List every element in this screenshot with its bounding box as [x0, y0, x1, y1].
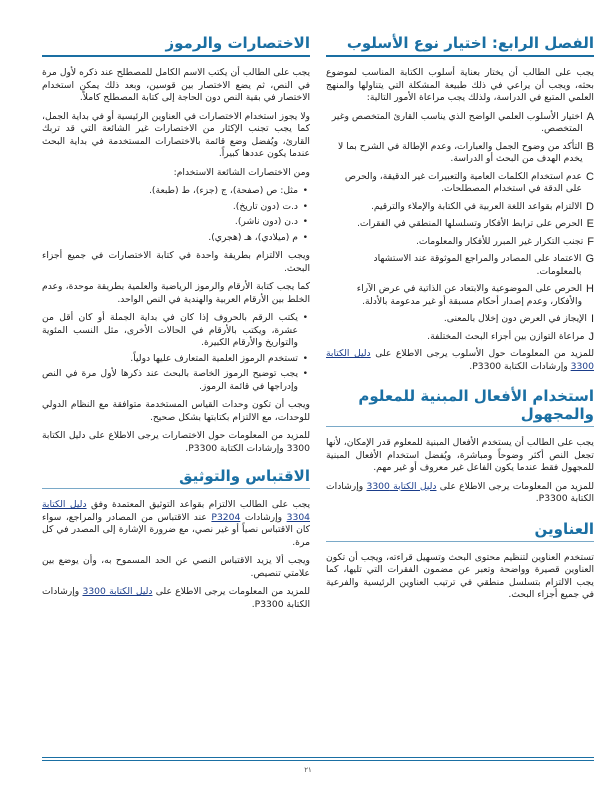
heading-rule: [326, 541, 594, 542]
item-letter: C: [586, 170, 594, 183]
paragraph: ويجب أن تكون وحدات القياس المستخدمة متوافقة مع النظام الدولي للوحدات، مع الالتزام بكتابتها بشكل صحيح.: [42, 399, 310, 423]
item-text: الالتزام بقواعد اللغة العربية في الكتابة والإملاء والترقيم.: [370, 200, 583, 212]
item-letter: J: [588, 330, 594, 343]
paragraph: يجب على الطالب أن يكتب الاسم الكامل للمصطلح عند ذكره لأول مرة في النص، ثم يضع الاختصار بين قوسين، وبعد ذلك يمكن استخدام الاختصار في بقية النص دون الحاجة إلى كتابة المصطلح كاملاً.: [42, 67, 310, 103]
list-item: [326, 171, 594, 196]
item-letter: H: [586, 283, 594, 295]
heading-rule: [42, 55, 310, 57]
bullet-item: • د.ن (دون ناشر).: [42, 216, 298, 229]
item-letter: F: [587, 235, 594, 248]
ref-prefix: للمزيد من المعلومات حول الاختصارات يرجى الاطلاع على: [88, 430, 310, 441]
bullet-item: • مثل: ص (صفحة)، ج (جزء)، ط (طبعة).: [42, 185, 298, 198]
item-text: تجنب التكرار غير المبرر للأفكار والمعلومات.: [415, 235, 584, 247]
item-text: التأكد من وضوح الجمل والعبارات، وعدم الإطالة في الشرح بما لا يخدم الهدف من البحث أو الدراسة.: [337, 140, 583, 164]
paragraph: يجب على الطالب أن يستخدم الأفعال المبنية للمعلوم قدر الإمكان، لأنها تجعل النص أكثر وضوحاً ومباشرة، ويُفضل استخدام الأفعال المبنية للمجهول فقط عندما يكون الفاعل غير معروف أو غير مهم.: [326, 437, 594, 473]
item-letter: I: [590, 313, 594, 325]
list-item: [326, 283, 594, 308]
reference-link[interactable]: دليل الكتابة 3300: [366, 480, 437, 492]
heading-rule: [326, 426, 594, 427]
ref-prefix: للمزيد من المعلومات حول الأسلوب يرجى الاطلاع على: [375, 348, 594, 359]
footer-rule: [42, 757, 594, 758]
ref-prefix: للمزيد من المعلومات يرجى الاطلاع على: [155, 586, 311, 597]
list-item: [326, 236, 594, 249]
bullet-item: • تستخدم الرموز العلمية المتعارف عليها دولياً.: [42, 353, 298, 366]
item-text: الحرص على الموضوعية والابتعاد عن الذاتية في عرض الآراء والأفكار، وعدم إصدار أحكام مسبقة أو غير مدعومة بالأدلة.: [356, 283, 583, 307]
paragraph: ويجب ألا يزيد الاقتباس النصي عن الحد المسموح به، وأن يوضع بين علامتي تنصيص.: [42, 555, 310, 579]
item-letter: D: [586, 200, 594, 213]
item-text: الإيجاز في العرض دون إخلال بالمعنى.: [443, 313, 587, 324]
paragraph: ولا يجوز استخدام الاختصارات في العناوين الرئيسية أو في بداية الجمل، كما يجب تجنب الإكثار من الاختصارات غير الشائعة التي قد تربك القارئ، ويُفضل وضع قائمة بالاختصارات المستخدمة في بداية البحث عندما يكون عددها كبيراً.: [42, 110, 310, 159]
bullet-item: • يكتب الرقم بالحروف إذا كان في بداية الجملة أو كان أقل من عشرة، ويكتب بالأرقام في الحالات الأخرى، مثل النسب المئوية والتواريخ والأرقام الكبيرة.: [42, 312, 298, 350]
section-heading: استخدام الأفعال المبنية للمعلوم والمجهول: [358, 387, 594, 423]
list-item: [326, 111, 594, 136]
page-number: ٢١: [304, 767, 312, 774]
reference-paragraph: [326, 348, 594, 373]
ref-suffix: وإرشادات الكتابة P3300.: [326, 480, 594, 504]
paragraph: ومن الاختصارات الشائعة الاستخدام:: [173, 166, 310, 178]
paragraph: تستخدم العناوين لتنظيم محتوى البحث وتسهيل قراءته، ويجب أن تكون العناوين قصيرة وواضحة وتعبر عن مضمون الفقرات التي تليها، كما يجب الالتزام بتسلسل منطقي في ترتيب العناوين الرئيسية والفرعية في جميع أجزاء البحث.: [326, 551, 594, 600]
paragraph: كما يجب كتابة الأرقام والرموز الرياضية والعلمية بطريقة موحدة، وعدم الخلط بين الأرقام العربية والهندية في النص الواحد.: [42, 281, 310, 305]
item-letter: B: [586, 140, 594, 153]
ref-suffix: وإرشادات الكتابة P3300.: [42, 586, 310, 610]
bullet-item: • يجب توضيح الرموز الخاصة بالبحث عند ذكرها لأول مرة في النص وإدراجها في قائمة الرموز.: [42, 368, 298, 393]
item-text: الاعتماد على المصادر والمراجع الموثوقة عند الاستشهاد بالمعلومات.: [373, 253, 582, 277]
section-heading: الفصل الرابع: اختيار نوع الأسلوب: [346, 34, 594, 52]
reference-paragraph: [42, 430, 310, 455]
reference-paragraph: [326, 481, 594, 506]
ref-prefix: للمزيد من المعلومات يرجى الاطلاع على: [439, 480, 595, 492]
ref-prefix: يجب على الطالب الالتزام بقواعد التوثيق المعتمدة وفق: [91, 499, 311, 510]
section-heading: الاقتباس والتوثيق: [179, 467, 310, 485]
item-letter: A: [586, 110, 594, 123]
item-letter: G: [585, 253, 594, 265]
reference-link[interactable]: P3204: [211, 511, 241, 523]
section-heading: الاختصارات والرموز: [165, 34, 310, 52]
reference-link[interactable]: دليل الكتابة 3300: [326, 348, 594, 372]
heading-rule: [42, 488, 310, 489]
right-column: [326, 32, 594, 608]
list-item: [326, 141, 594, 166]
reference-paragraph: [42, 586, 310, 611]
item-text: اختيار الأسلوب العلمي الواضح الذي يناسب القارئ المتخصص وغير المتخصص.: [331, 110, 583, 134]
item-text: عدم استخدام الكلمات العامية والتعبيرات غير الدقيقة، والحرص على الدقة في استخدام المصطلحات.: [344, 170, 583, 194]
bullet-item: • د.ت (دون تاريخ).: [42, 201, 298, 214]
item-letter: E: [586, 218, 594, 230]
list-item: [326, 331, 594, 344]
item-text: الحرص على ترابط الأفكار وتسلسلها المنطقي في الفقرات.: [356, 218, 583, 229]
list-item: [326, 253, 594, 278]
ref-suffix: دليل الكتابة 3300 وإرشادات الكتابة P3300.: [42, 430, 310, 454]
paragraph: ويجب الالتزام بطريقة واحدة في كتابة الاختصارات في جميع أجزاء البحث.: [42, 250, 310, 274]
reference-link[interactable]: دليل الكتابة 3304: [42, 499, 311, 523]
ref-mid: وإرشادات: [244, 511, 283, 523]
list-item: [326, 313, 594, 326]
bullet-item: • م (ميلادي)، هـ (هجري).: [42, 232, 298, 245]
section-heading: العناوين: [534, 519, 594, 538]
list-item: [326, 218, 594, 231]
reference-paragraph: [42, 499, 310, 549]
list-item: [326, 201, 594, 214]
item-text: مراعاة التوازن بين أجزاء البحث المختلفة.: [427, 330, 585, 342]
footer-rule: [42, 760, 594, 761]
bullet-list: [42, 185, 310, 244]
bullet-list: [42, 312, 310, 393]
paragraph: يجب على الطالب أن يختار بعناية أسلوب الكتابة المناسب لموضوع بحثه، ويجب أن يراعي في ذلك طبيعة المشكلة التي يتناولها والمنهج العلمي المتبع في الدراسة، ولذلك يجب مراعاة الأمور التالية:: [326, 67, 594, 103]
ref-suffix: وإرشادات الكتابة P3300.: [469, 360, 568, 372]
heading-rule: [326, 55, 594, 57]
ref-suffix: عند الاقتباس من المصادر والمراجع، سواء كان الاقتباس نصياً أو غير نصي، مع ضرورة الإشارة إلى المصدر في كل مرة.: [42, 511, 310, 548]
left-column: [42, 32, 310, 617]
reference-link[interactable]: دليل الكتابة 3300: [82, 586, 153, 597]
